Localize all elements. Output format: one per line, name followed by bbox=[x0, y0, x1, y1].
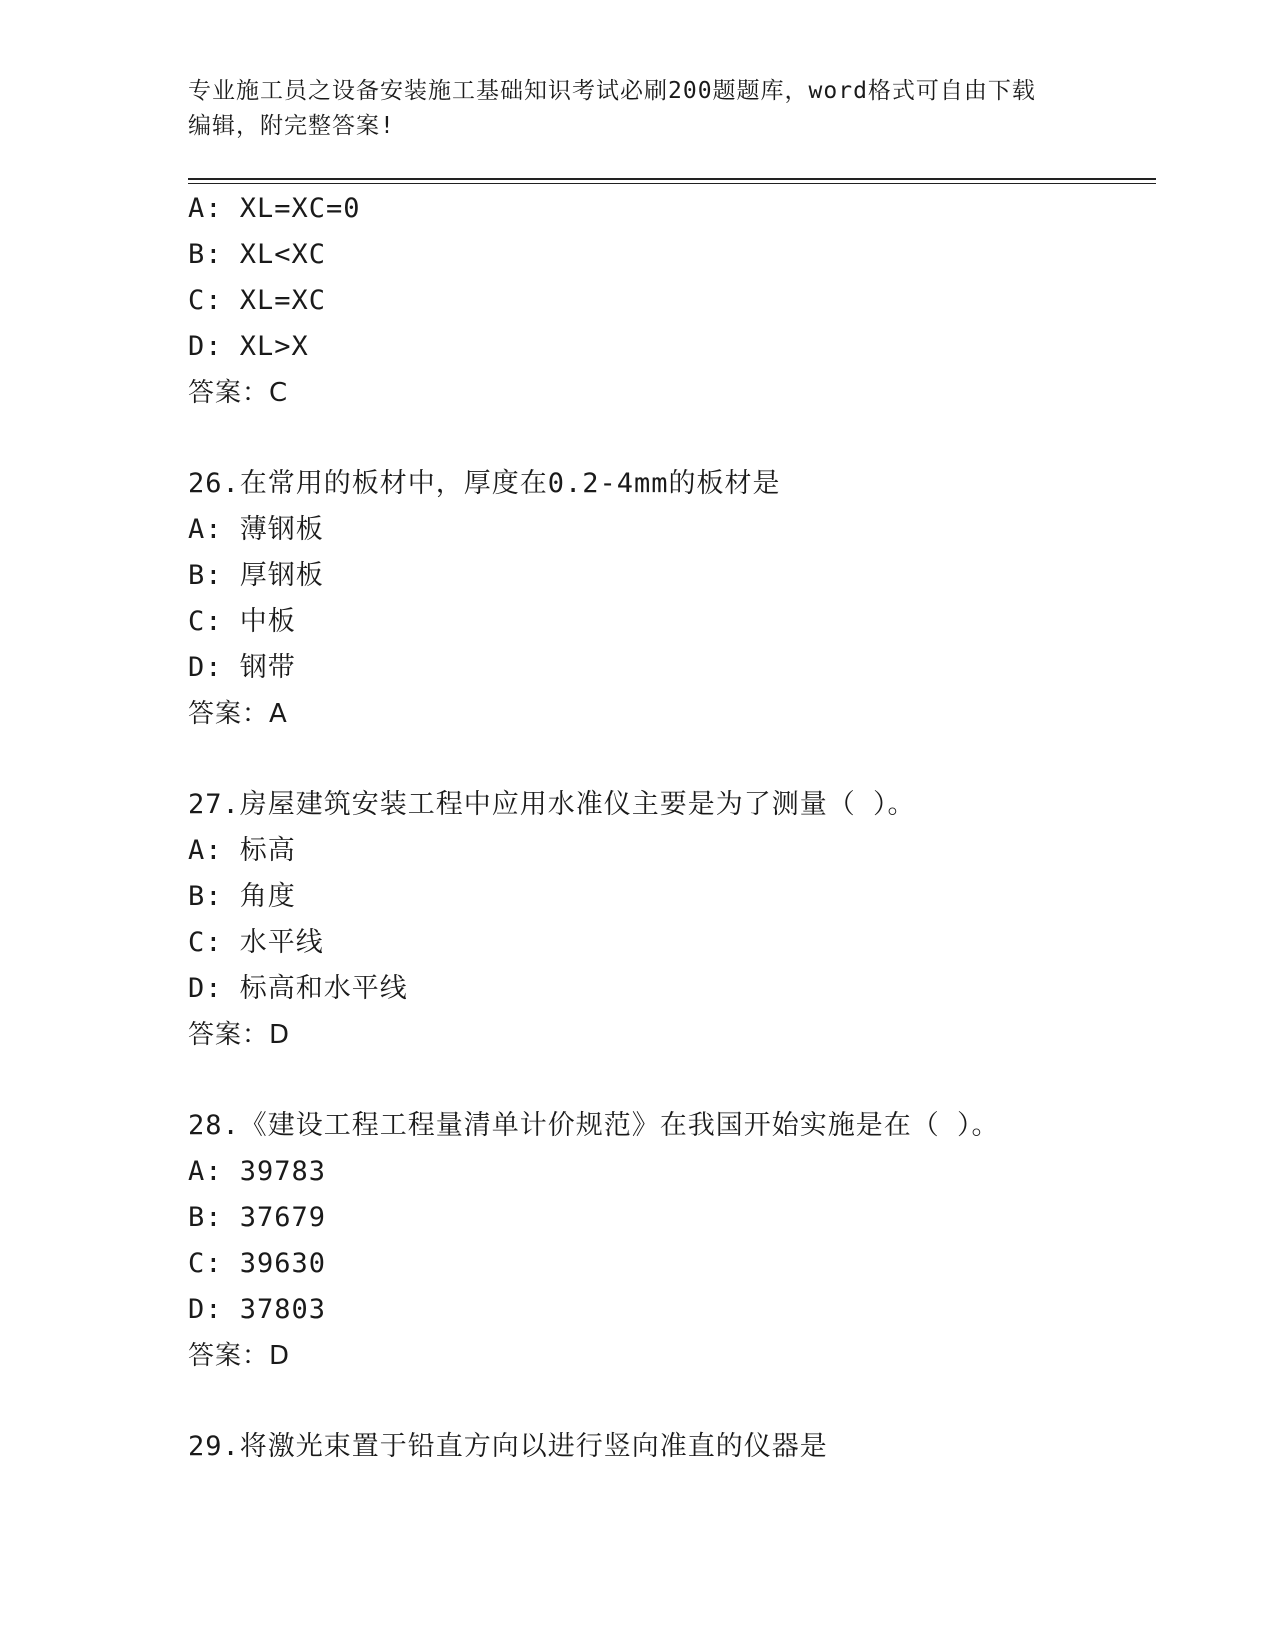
option-a: A: 39783 bbox=[188, 1156, 327, 1187]
option-b: B: XL<XC bbox=[188, 239, 327, 270]
option-c: C: 水平线 bbox=[188, 927, 324, 958]
question-text: 28.《建设工程工程量清单计价规范》在我国开始实施是在（ ）。 bbox=[188, 1110, 1000, 1141]
question-text: 27.房屋建筑安装工程中应用水准仪主要是为了测量（ ）。 bbox=[188, 789, 916, 820]
document-header bbox=[188, 74, 1088, 144]
option-c: C: 39630 bbox=[188, 1248, 327, 1279]
option-d: D: 钢带 bbox=[188, 652, 296, 683]
answer-line: 答案：D bbox=[188, 1020, 291, 1050]
option-b: B: 角度 bbox=[188, 881, 296, 912]
question-block bbox=[188, 782, 1156, 1058]
option-a: A: XL=XC=0 bbox=[188, 193, 361, 224]
spacer bbox=[188, 1058, 1156, 1103]
header-title-line-1: 专业施工员之设备安装施工基础知识考试必刷200题题库，word格式可自由下载 bbox=[188, 78, 1036, 104]
question-block bbox=[188, 186, 1156, 416]
header-title-line-2: 编辑，附完整答案! bbox=[188, 113, 395, 139]
spacer bbox=[188, 416, 1156, 461]
option-c: C: 中板 bbox=[188, 606, 296, 637]
option-d: D: 标高和水平线 bbox=[188, 973, 408, 1004]
header-divider-thin bbox=[188, 183, 1156, 184]
question-block bbox=[188, 1103, 1156, 1379]
option-d: D: XL>X bbox=[188, 331, 309, 362]
header-divider-thick bbox=[188, 178, 1156, 180]
option-c: C: XL=XC bbox=[188, 285, 327, 316]
question-block bbox=[188, 461, 1156, 737]
spacer bbox=[188, 737, 1156, 782]
answer-line: 答案：A bbox=[188, 699, 288, 729]
option-a: A: 薄钢板 bbox=[188, 514, 324, 545]
spacer bbox=[188, 1379, 1156, 1424]
answer-line: 答案：C bbox=[188, 378, 289, 408]
option-d: D: 37803 bbox=[188, 1294, 327, 1325]
option-a: A: 标高 bbox=[188, 835, 296, 866]
answer-line: 答案：D bbox=[188, 1341, 291, 1371]
question-text: 29.将激光束置于铅直方向以进行竖向准直的仪器是 bbox=[188, 1431, 828, 1462]
question-block bbox=[188, 1424, 1156, 1470]
question-text: 26.在常用的板材中，厚度在0.2-4mm的板材是 bbox=[188, 468, 781, 499]
option-b: B: 厚钢板 bbox=[188, 560, 324, 591]
option-b: B: 37679 bbox=[188, 1202, 327, 1233]
question-list bbox=[188, 186, 1156, 1470]
